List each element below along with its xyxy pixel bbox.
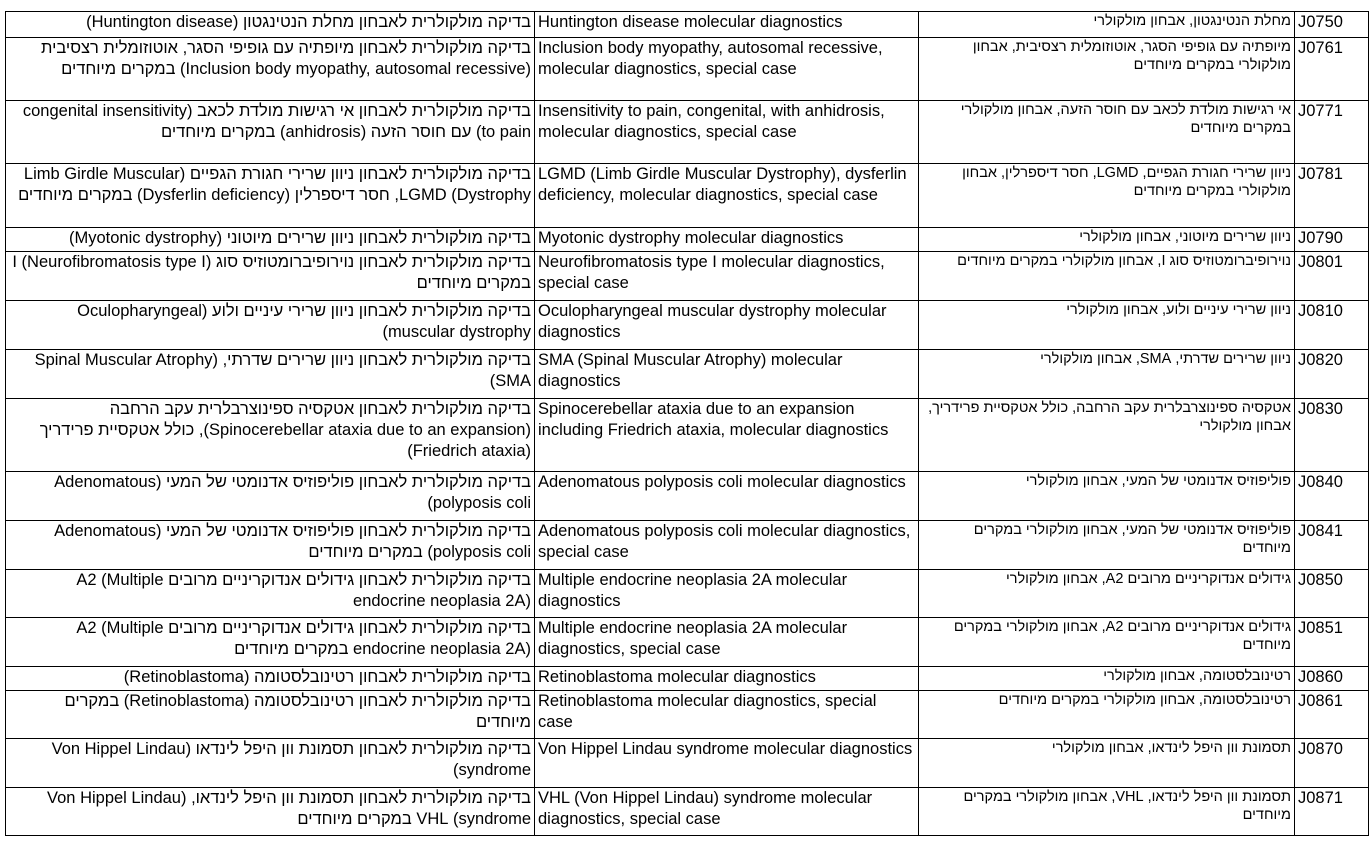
english-description-cell: Multiple endocrine neoplasia 2A molecular diagnostics, special case bbox=[535, 618, 919, 667]
table-row bbox=[6, 691, 1369, 739]
hebrew-description-cell: בדיקה מולקולרית לאבחון מחלת הנטינגטון (Huntington disease) bbox=[6, 12, 535, 38]
hebrew-short-name-cell: נוירופיברומטוזיס סוג I, אבחון מולקולרי במקרים מיוחדים bbox=[919, 252, 1295, 301]
hebrew-description-cell: בדיקה מולקולרית לאבחון רטינובלסטומה (Retinoblastoma) במקרים מיוחדים bbox=[6, 691, 535, 739]
hebrew-short-name-cell: מחלת הנטינגטון, אבחון מולקולרי bbox=[919, 12, 1295, 38]
hebrew-description-cell: בדיקה מולקולרית לאבחון תסמונת וון היפל לינדאו (Von Hippel Lindau syndrome) bbox=[6, 739, 535, 788]
code-cell: J0771 bbox=[1295, 101, 1369, 164]
table-row bbox=[6, 521, 1369, 570]
code-cell: J0841 bbox=[1295, 521, 1369, 570]
table-body bbox=[6, 12, 1369, 836]
english-description-cell: Adenomatous polyposis coli molecular diagnostics, special case bbox=[535, 521, 919, 570]
table-row bbox=[6, 350, 1369, 399]
hebrew-short-name-cell: גידולים אנדוקריניים מרובים A2, אבחון מולקולרי במקרים מיוחדים bbox=[919, 618, 1295, 667]
hebrew-description-cell: בדיקה מולקולרית לאבחון ניוון שרירים מיוטוני (Myotonic dystrophy) bbox=[6, 228, 535, 252]
hebrew-description-cell: בדיקה מולקולרית לאבחון פוליפוזיס אדנומטי של המעי (Adenomatous polyposis coli) במקרים מיוחדים bbox=[6, 521, 535, 570]
code-cell: J0871 bbox=[1295, 788, 1369, 836]
table-row bbox=[6, 228, 1369, 252]
english-description-cell: Spinocerebellar ataxia due to an expansion including Friedrich ataxia, molecular diagnostics bbox=[535, 399, 919, 472]
code-cell: J0851 bbox=[1295, 618, 1369, 667]
hebrew-short-name-cell: רטינובלסטומה, אבחון מולקולרי bbox=[919, 667, 1295, 691]
hebrew-description-cell: בדיקה מולקולרית לאבחון גידולים אנדוקריניים מרובים A2 (Multiple endocrine neoplasia 2A) במקרים מיוחדים bbox=[6, 618, 535, 667]
hebrew-description-cell: בדיקה מולקולרית לאבחון נוירופיברומטוזיס סוג I (Neurofibromatosis type I) במקרים מיוחדים bbox=[6, 252, 535, 301]
hebrew-short-name-cell: ניוון שרירי חגורת הגפיים, LGMD, חסר דיספרלין, אבחון מולקולרי במקרים מיוחדים bbox=[919, 164, 1295, 228]
hebrew-description-cell: בדיקה מולקולרית לאבחון גידולים אנדוקריניים מרובים A2 (Multiple endocrine neoplasia 2A) bbox=[6, 570, 535, 618]
hebrew-description-cell: בדיקה מולקולרית לאבחון אטקסיה ספינוצרבלרית עקב הרחבה (Spinocerebellar ataxia due to an expansion), כולל אטקסיית פרידריך (Friedrich ataxia) bbox=[6, 399, 535, 472]
table-row bbox=[6, 788, 1369, 836]
table-row bbox=[6, 38, 1369, 101]
hebrew-short-name-cell: פוליפוזיס אדנומטי של המעי, אבחון מולקולרי bbox=[919, 472, 1295, 521]
code-cell: J0761 bbox=[1295, 38, 1369, 101]
hebrew-description-cell: בדיקה מולקולרית לאבחון פוליפוזיס אדנומטי של המעי (Adenomatous polyposis coli) bbox=[6, 472, 535, 521]
english-description-cell: Retinoblastoma molecular diagnostics bbox=[535, 667, 919, 691]
code-cell: J0790 bbox=[1295, 228, 1369, 252]
table-row bbox=[6, 472, 1369, 521]
hebrew-description-cell: בדיקה מולקולרית לאבחון רטינובלסטומה (Retinoblastoma) bbox=[6, 667, 535, 691]
table-row bbox=[6, 252, 1369, 301]
hebrew-short-name-cell: ניוון שרירים מיוטוני, אבחון מולקולרי bbox=[919, 228, 1295, 252]
table-row bbox=[6, 164, 1369, 228]
english-description-cell: VHL (Von Hippel Lindau) syndrome molecular diagnostics, special case bbox=[535, 788, 919, 836]
table-row bbox=[6, 101, 1369, 164]
hebrew-short-name-cell: אטקסיה ספינוצרבלרית עקב הרחבה, כולל אטקסיית פרידריך, אבחון מולקולרי bbox=[919, 399, 1295, 472]
english-description-cell: Oculopharyngeal muscular dystrophy molecular diagnostics bbox=[535, 301, 919, 350]
code-cell: J0860 bbox=[1295, 667, 1369, 691]
english-description-cell: Multiple endocrine neoplasia 2A molecular diagnostics bbox=[535, 570, 919, 618]
hebrew-short-name-cell: פוליפוזיס אדנומטי של המעי, אבחון מולקולרי במקרים מיוחדים bbox=[919, 521, 1295, 570]
diagnostics-code-table bbox=[5, 11, 1369, 836]
code-cell: J0750 bbox=[1295, 12, 1369, 38]
table-row bbox=[6, 12, 1369, 38]
table-row bbox=[6, 667, 1369, 691]
hebrew-short-name-cell: ניוון שרירים שדרתי, SMA, אבחון מולקולרי bbox=[919, 350, 1295, 399]
code-cell: J0810 bbox=[1295, 301, 1369, 350]
code-cell: J0830 bbox=[1295, 399, 1369, 472]
hebrew-short-name-cell: תסמונת וון היפל לינדאו, אבחון מולקולרי bbox=[919, 739, 1295, 788]
code-cell: J0781 bbox=[1295, 164, 1369, 228]
hebrew-description-cell: בדיקה מולקולרית לאבחון ניוון שרירי חגורת הגפיים (Limb Girdle Muscular Dystrophy) LGMD, חסר דיספרלין (Dysferlin deficiency) במקרים מיוחדים bbox=[6, 164, 535, 228]
english-description-cell: LGMD (Limb Girdle Muscular Dystrophy), dysferlin deficiency, molecular diagnostics, special case bbox=[535, 164, 919, 228]
code-cell: J0801 bbox=[1295, 252, 1369, 301]
hebrew-description-cell: בדיקה מולקולרית לאבחון תסמונת וון היפל לינדאו, (Von Hippel Lindau syndrome) VHL במקרים מיוחדים bbox=[6, 788, 535, 836]
hebrew-short-name-cell: רטינובלסטומה, אבחון מולקולרי במקרים מיוחדים bbox=[919, 691, 1295, 739]
table-row bbox=[6, 570, 1369, 618]
table-row bbox=[6, 399, 1369, 472]
english-description-cell: Insensitivity to pain, congenital, with anhidrosis, molecular diagnostics, special case bbox=[535, 101, 919, 164]
hebrew-description-cell: בדיקה מולקולרית לאבחון ניוון שרירים שדרתי, (Spinal Muscular Atrophy SMA) bbox=[6, 350, 535, 399]
english-description-cell: Huntington disease molecular diagnostics bbox=[535, 12, 919, 38]
english-description-cell: Adenomatous polyposis coli molecular diagnostics bbox=[535, 472, 919, 521]
code-cell: J0870 bbox=[1295, 739, 1369, 788]
hebrew-short-name-cell: ניוון שרירי עיניים ולוע, אבחון מולקולרי bbox=[919, 301, 1295, 350]
hebrew-short-name-cell: אי רגישות מולדת לכאב עם חוסר הזעה, אבחון מולקולרי במקרים מיוחדים bbox=[919, 101, 1295, 164]
code-cell: J0850 bbox=[1295, 570, 1369, 618]
hebrew-description-cell: בדיקה מולקולרית לאבחון מיופתיה עם גופיפי הסגר, אוטוזומלית רצסיבית (Inclusion body myopathy, autosomal recessive) במקרים מיוחדים bbox=[6, 38, 535, 101]
code-cell: J0840 bbox=[1295, 472, 1369, 521]
english-description-cell: Myotonic dystrophy molecular diagnostics bbox=[535, 228, 919, 252]
code-cell: J0861 bbox=[1295, 691, 1369, 739]
english-description-cell: Inclusion body myopathy, autosomal recessive, molecular diagnostics, special case bbox=[535, 38, 919, 101]
hebrew-short-name-cell: תסמונת וון היפל לינדאו, VHL, אבחון מולקולרי במקרים מיוחדים bbox=[919, 788, 1295, 836]
code-cell: J0820 bbox=[1295, 350, 1369, 399]
table-row bbox=[6, 301, 1369, 350]
hebrew-short-name-cell: גידולים אנדוקריניים מרובים A2, אבחון מולקולרי bbox=[919, 570, 1295, 618]
table-row bbox=[6, 618, 1369, 667]
hebrew-description-cell: בדיקה מולקולרית לאבחון ניוון שרירי עיניים ולוע (Oculopharyngeal muscular dystrophy) bbox=[6, 301, 535, 350]
english-description-cell: Von Hippel Lindau syndrome molecular diagnostics bbox=[535, 739, 919, 788]
english-description-cell: Neurofibromatosis type I molecular diagnostics, special case bbox=[535, 252, 919, 301]
english-description-cell: Retinoblastoma molecular diagnostics, special case bbox=[535, 691, 919, 739]
hebrew-description-cell: בדיקה מולקולרית לאבחון אי רגישות מולדת לכאב (congenital insensitivity to pain) עם חוסר הזעה (anhidrosis) במקרים מיוחדים bbox=[6, 101, 535, 164]
table-row bbox=[6, 739, 1369, 788]
english-description-cell: SMA (Spinal Muscular Atrophy) molecular diagnostics bbox=[535, 350, 919, 399]
hebrew-short-name-cell: מיופתיה עם גופיפי הסגר, אוטוזומלית רצסיבית, אבחון מולקולרי במקרים מיוחדים bbox=[919, 38, 1295, 101]
